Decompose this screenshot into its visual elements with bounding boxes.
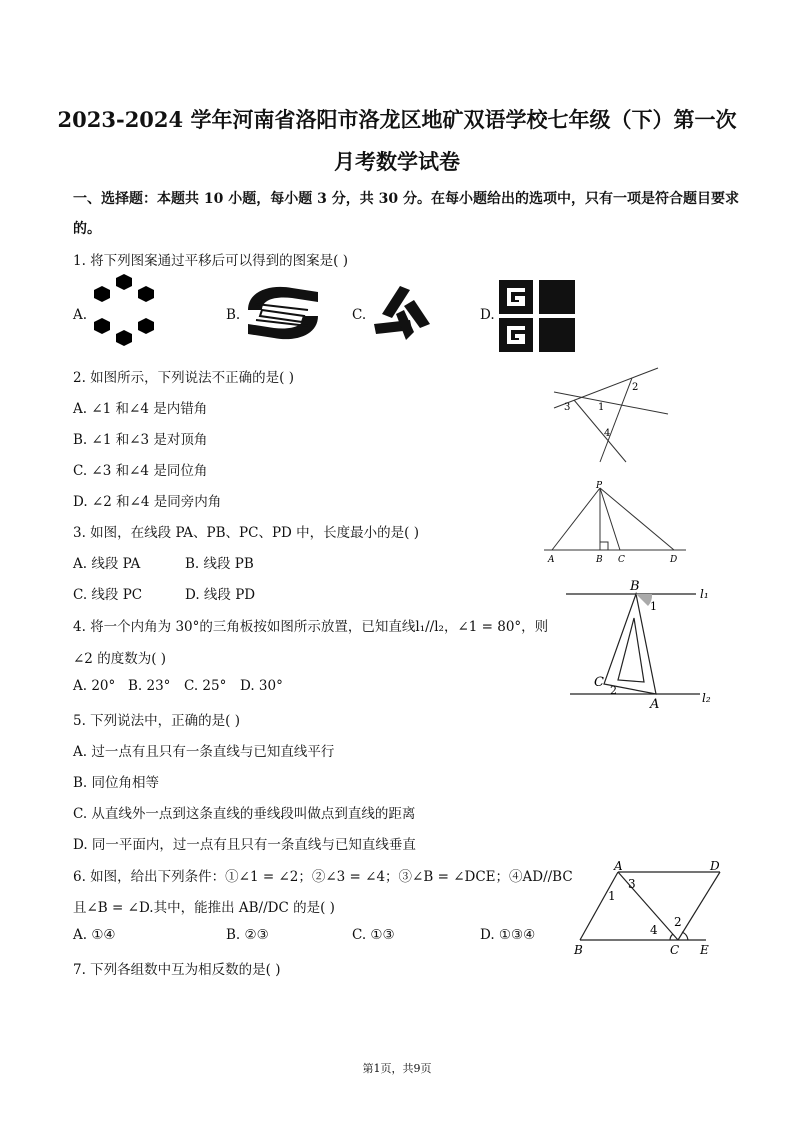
q6-option-b: B. ②③ — [226, 927, 269, 943]
q4-label-l2: l₂ — [702, 691, 711, 705]
q2-option-a: A. ∠1 和∠4 是内错角 — [73, 401, 208, 417]
q6-option-c: C. ①③ — [352, 927, 395, 943]
page-title-line2: 月考数学试卷 — [334, 149, 460, 174]
q4-option-a: A. 20° — [73, 678, 116, 694]
q4-figure — [560, 578, 720, 712]
q4-label-a: A — [650, 697, 660, 712]
q3-option-a: A. 线段 PA — [73, 556, 141, 572]
q2-option-c: C. ∠3 和∠4 是同位角 — [73, 463, 208, 479]
page-title: 2023-2024 学年河南省洛阳市洛龙区地矿双语学校七年级（下）第一次 — [57, 107, 737, 132]
q2-option-d: D. ∠2 和∠4 是同旁内角 — [73, 494, 222, 510]
q5-stem: 5. 下列说法中，正确的是( ) — [73, 713, 240, 729]
q4-option-b: B. 23° — [128, 678, 171, 694]
q1-figure-c-pinwheel — [370, 284, 434, 344]
q1-figure-a-hexagons — [88, 272, 160, 356]
q3-label-d: D — [670, 555, 678, 565]
q2-label-2: 2 — [632, 382, 639, 393]
q2-label-1: 1 — [598, 402, 605, 413]
q4-label-l1: l₁ — [700, 587, 709, 601]
q3-stem: 3. 如图，在线段 PA、PB、PC、PD 中，长度最小的是( ) — [73, 525, 419, 541]
q1-option-b-label: B. — [226, 307, 241, 323]
q3-figure — [540, 480, 690, 566]
q1-figure-d-blocks — [497, 278, 577, 354]
q1-option-d-label: D. — [480, 307, 495, 323]
q6-stem: 6. 如图，给出下列条件：①∠1 = ∠2；②∠3 = ∠4；③∠B = ∠DCE；④AD//BC — [73, 869, 573, 885]
q3-label-a: A — [548, 555, 555, 565]
q6-label-4: 4 — [650, 923, 658, 937]
q3-label-b: B — [596, 555, 603, 565]
q6-label-c: C — [670, 943, 680, 957]
q5-option-c: C. 从直线外一点到这条直线的垂线段叫做点到直线的距离 — [73, 806, 416, 822]
q4-stem: 4. 将一个内角为 30°的三角板按如图所示放置，已知直线l₁//l₂，∠1 = 80°，则 — [73, 619, 549, 635]
q6-label-e: E — [700, 943, 709, 957]
q3-option-d: D. 线段 PD — [185, 587, 256, 603]
q4-label-2: 2 — [610, 684, 617, 697]
q4-option-c: C. 25° — [184, 678, 227, 694]
q6-label-a: A — [614, 860, 623, 873]
q5-option-a: A. 过一点有且只有一条直线与已知直线平行 — [73, 744, 335, 760]
q3-option-b: B. 线段 PB — [185, 556, 254, 572]
page-footer: 第1页，共9页 — [362, 1062, 432, 1075]
q5-option-b: B. 同位角相等 — [73, 775, 160, 791]
q2-label-4: 4 — [604, 428, 611, 439]
q3-label-p: P — [596, 481, 603, 491]
q1-option-a-label: A. — [73, 307, 88, 323]
q7-stem: 7. 下列各组数中互为相反数的是( ) — [73, 962, 281, 978]
q3-label-c: C — [618, 555, 625, 565]
q6-label-1: 1 — [608, 889, 616, 903]
q2-stem: 2. 如图所示，下列说法不正确的是( ) — [73, 370, 294, 386]
q6-label-b: B — [574, 943, 583, 957]
q6-label-2: 2 — [674, 915, 682, 929]
q1-option-c-label: C. — [352, 307, 367, 323]
q1-figure-b-swirl — [242, 280, 324, 346]
q6-option-d: D. ①③④ — [480, 927, 536, 943]
q4-option-d: D. 30° — [240, 678, 283, 694]
q2-label-3: 3 — [564, 402, 571, 413]
q6-option-a: A. ①④ — [73, 927, 116, 943]
q2-figure — [540, 362, 670, 466]
q6-figure — [570, 860, 730, 958]
q4-label-1: 1 — [650, 600, 657, 613]
q6-stem-line2: 且∠B = ∠D.其中，能推出 AB//DC 的是( ) — [73, 900, 335, 916]
q6-label-3: 3 — [628, 877, 636, 891]
q3-option-c: C. 线段 PC — [73, 587, 143, 603]
q4-label-c: C — [594, 675, 604, 690]
q4-stem-line2: ∠2 的度数为( ) — [73, 651, 167, 667]
section-heading-line2: 的。 — [73, 221, 101, 237]
q6-label-d: D — [710, 860, 720, 873]
q2-option-b: B. ∠1 和∠3 是对顶角 — [73, 432, 208, 448]
q4-label-b: B — [630, 579, 640, 594]
q5-option-d: D. 同一平面内，过一点有且只有一条直线与已知直线垂直 — [73, 837, 416, 853]
section-heading: 一、选择题：本题共 10 小题，每小题 3 分，共 30 分。在每小题给出的选项中，只有一项是符合题目要求 — [73, 191, 739, 207]
q1-stem: 1. 将下列图案通过平移后可以得到的图案是( ) — [73, 253, 348, 269]
